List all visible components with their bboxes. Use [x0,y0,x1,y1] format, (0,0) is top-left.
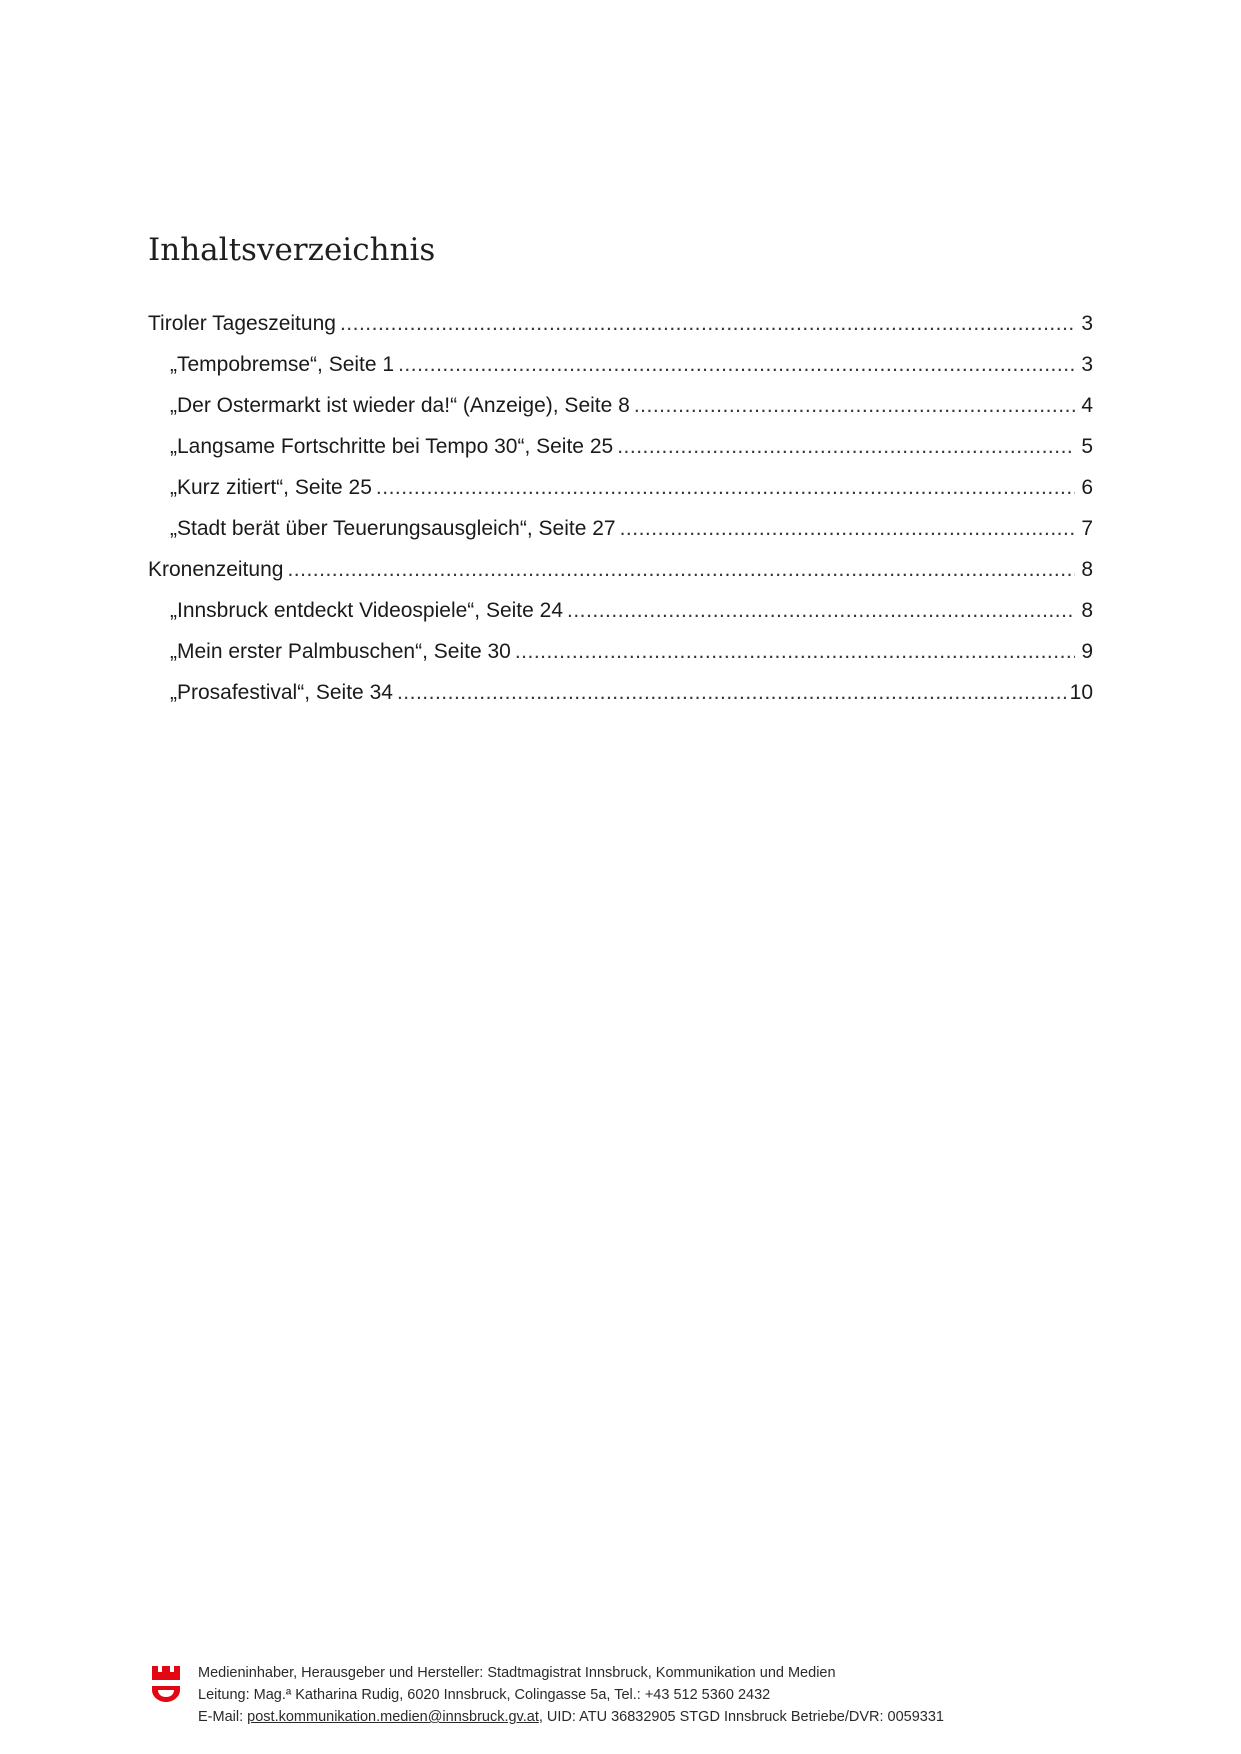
dot-leader [398,344,1075,385]
toc-entry-label: Kronenzeitung [148,558,284,581]
dot-leader [287,549,1075,590]
footer-publisher-line: Medieninhaber, Herausgeber und Hersteller: Stadtmagistrat Innsbruck, Kommunikation und Medien [198,1665,836,1681]
dot-leader [620,508,1075,549]
toc-entry-label: „Mein erster Palmbuschen“, Seite 30 [170,640,511,663]
toc-entry-prosafestival[interactable] [148,672,1093,713]
toc-entry-page: 8 [1081,558,1093,581]
toc-entry-label: „Der Ostermarkt ist wieder da!“ (Anzeige), Seite 8 [170,394,630,417]
toc-entry-videospiele[interactable] [148,590,1093,631]
footer-email-link[interactable]: post.kommunikation.medien@innsbruck.gv.at [247,1709,539,1725]
toc-entry-page: 4 [1081,394,1093,417]
toc-entry-page: 3 [1081,353,1093,376]
dot-leader [567,590,1075,631]
toc-entry-palmbuschen[interactable] [148,631,1093,672]
footer-imprint [198,1662,944,1728]
toc-entry-label: Tiroler Tageszeitung [148,312,336,335]
table-of-contents [148,303,1093,713]
toc-entry-page: 10 [1069,681,1093,704]
dot-leader [397,672,1066,713]
toc-entry-page: 7 [1081,517,1093,540]
toc-entry-label: „Langsame Fortschritte bei Tempo 30“, Seite 25 [170,435,614,458]
toc-entry-tiroler-tageszeitung[interactable] [148,303,1093,344]
toc-entry-label: „Stadt berät über Teuerungsausgleich“, Seite 27 [170,517,616,540]
dot-leader [340,303,1075,344]
footer-address-line: Leitung: Mag.ª Katharina Rudig, 6020 Innsbruck, Colingasse 5a, Tel.: +43 512 5360 2432 [198,1687,771,1703]
page-footer [150,1662,944,1728]
toc-entry-page: 8 [1081,599,1093,622]
toc-entry-tempobremse[interactable] [148,344,1093,385]
toc-entry-label: „Prosafestival“, Seite 34 [170,681,393,704]
innsbruck-eagle-logo-icon [150,1664,182,1704]
footer-registration: , UID: ATU 36832905 STGD Innsbruck Betriebe/DVR: 0059331 [538,1709,944,1725]
dot-leader [617,426,1075,467]
footer-email-prefix: E-Mail: [198,1709,248,1725]
dot-leader [515,631,1075,672]
dot-leader [634,385,1075,426]
footer-contact-line [198,1706,944,1728]
toc-entry-page: 3 [1081,312,1093,335]
toc-entry-page: 9 [1081,640,1093,663]
toc-entry-page: 5 [1081,435,1093,458]
toc-entry-page: 6 [1081,476,1093,499]
toc-entry-label: „Kurz zitiert“, Seite 25 [170,476,372,499]
toc-entry-teuerungsausgleich[interactable] [148,508,1093,549]
toc-heading: Inhaltsverzeichnis [148,232,436,268]
toc-entry-kronenzeitung[interactable] [148,549,1093,590]
toc-entry-label: „Innsbruck entdeckt Videospiele“, Seite 24 [170,599,564,622]
toc-entry-ostermarkt[interactable] [148,385,1093,426]
dot-leader [376,467,1075,508]
toc-entry-label: „Tempobremse“, Seite 1 [170,353,395,376]
toc-entry-tempo-30[interactable] [148,426,1093,467]
toc-entry-kurz-zitiert[interactable] [148,467,1093,508]
